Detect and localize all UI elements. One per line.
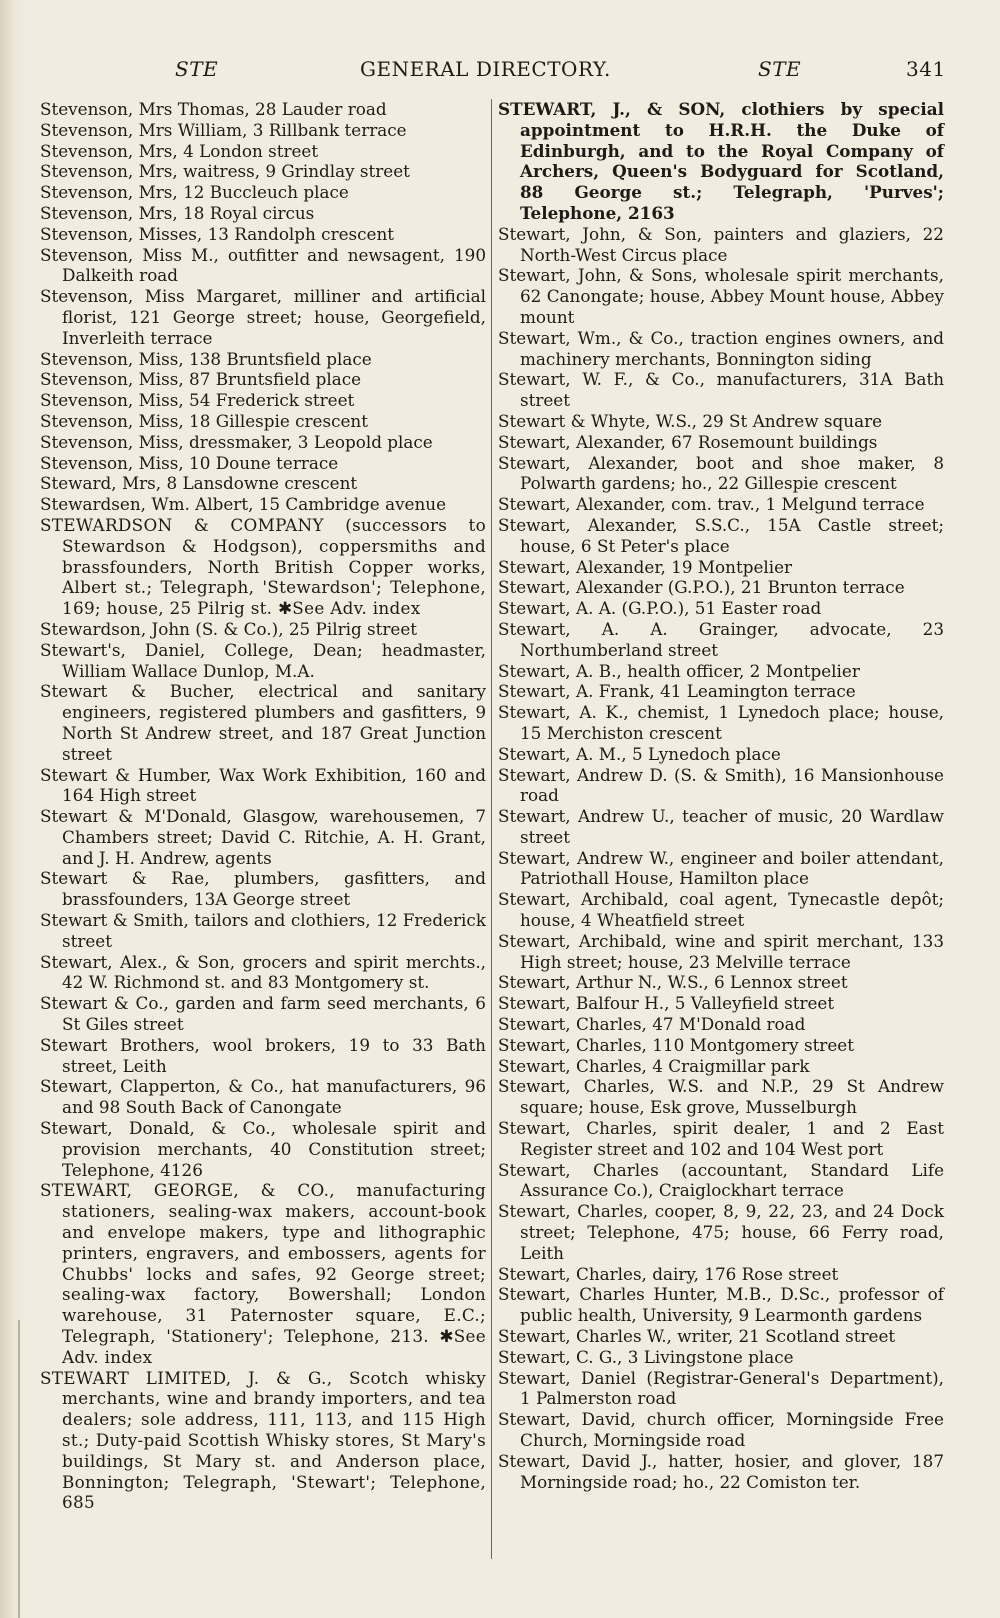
directory-entry: Stewart, Charles, 110 Montgomery street	[498, 1034, 854, 1055]
directory-entry: Stewart, Alex., & Son, grocers and spirit merchts., 42 W. Richmond st. and 83 Montgomery st.	[40, 951, 486, 993]
directory-entry: Stewart & Bucher, electrical and sanitary engineers, registered plumbers and gasfitters, 9 North St Andrew street, and 187 Great Junction street	[40, 681, 486, 764]
directory-entry: Stewart, Clapperton, & Co., hat manufacturers, 96 and 98 South Back of Canongate	[40, 1076, 486, 1118]
directory-entry: Stewart, Charles, dairy, 176 Rose street	[498, 1263, 839, 1284]
directory-entry: Stewart, W. F., & Co., manufacturers, 31A Bath street	[498, 369, 944, 411]
directory-entry: Stewardsen, Wm. Albert, 15 Cambridge avenue	[40, 494, 447, 515]
directory-entry: Stevenson, Mrs Thomas, 28 Lauder road	[40, 99, 387, 119]
directory-entry: Stewart, A. A. (G.P.O.), 51 Easter road	[498, 598, 822, 619]
directory-entry: Stewart & Whyte, W.S., 29 St Andrew square	[498, 410, 883, 431]
directory-entry: Stewart, Alexander (G.P.O.), 21 Brunton terrace	[498, 577, 905, 598]
directory-entry: Stevenson, Miss, 87 Bruntsfield place	[40, 369, 362, 390]
page-binding-shadow	[0, 0, 24, 1618]
directory-entry: Stewart, A. A. Grainger, advocate, 23 Northumberland street	[498, 618, 944, 660]
directory-entry: Stewart, Alexander, boot and shoe maker, 8 Polwarth gardens; ho., 22 Gillespie crescent	[498, 452, 944, 494]
page-header	[40, 57, 946, 89]
directory-entry: Stewart, Charles, spirit dealer, 1 and 2 East Register street and 102 and 104 West port	[498, 1118, 944, 1159]
directory-entry: Stewart, Archibald, coal agent, Tynecastle depôt; house, 4 Wheatfield street	[498, 889, 944, 931]
directory-entry: Stevenson, Mrs, 4 London street	[40, 140, 319, 161]
page-edge-line	[18, 1320, 20, 1618]
directory-entry: Stewart, Alexander, com. trav., 1 Melgund terrace	[498, 494, 925, 515]
directory-entry: Stewart, Alexander, 67 Rosemount buildings	[498, 431, 878, 452]
directory-entry-firm: STEWART, GEORGE, & CO., manufacturing stationers, sealing-wax makers, account-book and envelope makers, type and lithographic printers, engravers, and embossers, agents for Chubbs' locks and safes, 92 George street; sealing-wax factory, Bowershall; London warehouse, 31 Paternoster square, E.C.; Telegraph, 'Stationery'; Telephone, 213. ✱See Adv. index	[40, 1180, 486, 1367]
column-divider	[491, 99, 492, 1559]
directory-entry: Stevenson, Miss Margaret, milliner and artificial florist, 121 George street; house, Georgefield, Inverleith terrace	[40, 286, 486, 348]
directory-entry: Stewart, Charles Hunter, M.B., D.Sc., professor of public health, University, 9 Learmonth gardens	[498, 1284, 944, 1326]
directory-entry: Stewart, C. G., 3 Livingstone place	[498, 1346, 794, 1367]
directory-entry: Stewart, Alexander, S.S.C., 15A Castle street; house, 6 St Peter's place	[498, 514, 944, 556]
directory-entry: Stevenson, Mrs, waitress, 9 Grindlay street	[40, 161, 410, 182]
directory-entry-firm: STEWART, J., & SON, clothiers by special appointment to H.R.H. the Duke of Edinburgh, and to the Royal Company of Archers, Queen's Bodyguard for Scotland, 88 George st.; Telegraph, 'Purves'; Telephone, 2163	[498, 99, 944, 223]
directory-entry: Stewart & M'Donald, Glasgow, warehousemen, 7 Chambers street; David C. Ritchie, A. H. Grant, and J. H. Andrew, agents	[40, 806, 486, 868]
directory-entry: Stewart, Arthur N., W.S., 6 Lennox street	[498, 972, 848, 993]
directory-entry: Stewart, Charles, cooper, 8, 9, 22, 23, and 24 Dock street; Telephone, 475; house, 66 Ferry road, Leith	[498, 1201, 944, 1263]
directory-entry: Stewart, Wm., & Co., traction engines owners, and machinery merchants, Bonnington siding	[498, 327, 944, 369]
directory-entry: Stevenson, Mrs, 18 Royal circus	[40, 202, 315, 223]
directory-entry-firm: STEWARDSON & COMPANY (successors to Stewardson & Hodgson), coppersmiths and brassfounders, North British Copper works, Albert st.; Telegraph, 'Stewardson'; Telephone, 169; house, 25 Pilrig st. ✱See Adv. index	[40, 514, 486, 619]
directory-entry: Stewart, Charles, 47 M'Donald road	[498, 1014, 806, 1035]
directory-entry: Stewart, John, & Sons, wholesale spirit merchants, 62 Canongate; house, Abbey Mount house, Abbey mount	[498, 265, 944, 327]
directory-entry: Stewart, Charles (accountant, Standard Life Assurance Co.), Craiglockhart terrace	[498, 1159, 944, 1201]
header-title: GENERAL DIRECTORY.	[360, 57, 611, 81]
header-left-abbrev: STE	[175, 57, 219, 81]
directory-entry: Stewart, David, church officer, Morningside Free Church, Morningside road	[498, 1409, 944, 1450]
directory-entry: Stevenson, Miss, 18 Gillespie crescent	[40, 410, 368, 431]
directory-entry: Stewart, A. Frank, 41 Leamington terrace	[498, 681, 856, 702]
directory-entry: Stewart & Co., garden and farm seed merchants, 6 St Giles street	[40, 993, 486, 1035]
directory-entry: Stevenson, Miss, 10 Doune terrace	[40, 452, 339, 473]
directory-entry: Stevenson, Miss, dressmaker, 3 Leopold place	[40, 431, 433, 452]
directory-entry: Stewart, David J., hatter, hosier, and glover, 187 Morningside road; ho., 22 Comiston ter.	[498, 1450, 944, 1492]
directory-entry: Stewart's, Daniel, College, Dean; headmaster, William Wallace Dunlop, M.A.	[40, 639, 486, 681]
directory-entry: Stewart, John, & Son, painters and glaziers, 22 North-West Circus place	[498, 223, 944, 265]
page-number: 341	[906, 57, 946, 81]
right-column	[498, 99, 944, 1492]
directory-entry: Stewart, Charles, 4 Craigmillar park	[498, 1055, 810, 1076]
directory-entry: Stewart, A. M., 5 Lynedoch place	[498, 743, 781, 764]
left-column	[40, 99, 486, 1513]
directory-entry: Stevenson, Miss M., outfitter and newsagent, 190 Dalkeith road	[40, 244, 486, 286]
directory-entry: Stewart, Andrew U., teacher of music, 20 Wardlaw street	[498, 806, 944, 847]
directory-entry: Stewart & Humber, Wax Work Exhibition, 160 and 164 High street	[40, 764, 486, 806]
directory-entry: Steward, Mrs, 8 Lansdowne crescent	[40, 473, 358, 494]
directory-entry: Stewart & Rae, plumbers, gasfitters, and brassfounders, 13A George street	[40, 868, 486, 910]
directory-entry: Stewart, Andrew W., engineer and boiler attendant, Patriothall House, Hamilton place	[498, 847, 944, 889]
directory-entry: Stevenson, Miss, 54 Frederick street	[40, 390, 355, 411]
directory-entry: Stewart Brothers, wool brokers, 19 to 33 Bath street, Leith	[40, 1034, 486, 1076]
directory-entry-firm: STEWART LIMITED, J. & G., Scotch whisky merchants, wine and brandy importers, and tea dealers; sole address, 111, 113, and 115 High st.; Duty-paid Scottish Whisky stores, St Mary's buildings, St Mary st. and Anderson place, Bonnington; Telegraph, 'Stewart'; Telephone, 685	[40, 1367, 486, 1513]
directory-entry: Stevenson, Mrs, 12 Buccleuch place	[40, 182, 349, 203]
directory-entry: Stewart, Balfour H., 5 Valleyfield street	[498, 993, 835, 1014]
directory-entry: Stewart, A. B., health officer, 2 Montpelier	[498, 660, 860, 681]
directory-entry: Stevenson, Miss, 138 Bruntsfield place	[40, 348, 372, 369]
directory-entry: Stewart, Andrew D. (S. & Smith), 16 Mansionhouse road	[498, 764, 944, 806]
directory-entry: Stewart & Smith, tailors and clothiers, 12 Frederick street	[40, 910, 486, 951]
directory-entry: Stewart, Charles W., writer, 21 Scotland street	[498, 1326, 896, 1347]
directory-entry: Stewardson, John (S. & Co.), 25 Pilrig street	[40, 618, 418, 639]
directory-entry: Stewart, Donald, & Co., wholesale spirit and provision merchants, 40 Constitution street; Telephone, 4126	[40, 1118, 486, 1180]
directory-entry: Stewart, Archibald, wine and spirit merchant, 133 High street; house, 23 Melville terrace	[498, 930, 944, 972]
directory-entry: Stewart, A. K., chemist, 1 Lynedoch place; house, 15 Merchiston crescent	[498, 702, 944, 743]
directory-entry: Stevenson, Misses, 13 Randolph crescent	[40, 223, 395, 244]
directory-entry: Stewart, Alexander, 19 Montpelier	[498, 556, 793, 577]
directory-entry: Stewart, Charles, W.S. and N.P., 29 St Andrew square; house, Esk grove, Musselburgh	[498, 1076, 944, 1118]
header-right-abbrev: STE	[758, 57, 802, 81]
directory-entry: Stewart, Daniel (Registrar-General's Department), 1 Palmerston road	[498, 1367, 944, 1409]
directory-entry: Stevenson, Mrs William, 3 Rillbank terrace	[40, 119, 407, 140]
